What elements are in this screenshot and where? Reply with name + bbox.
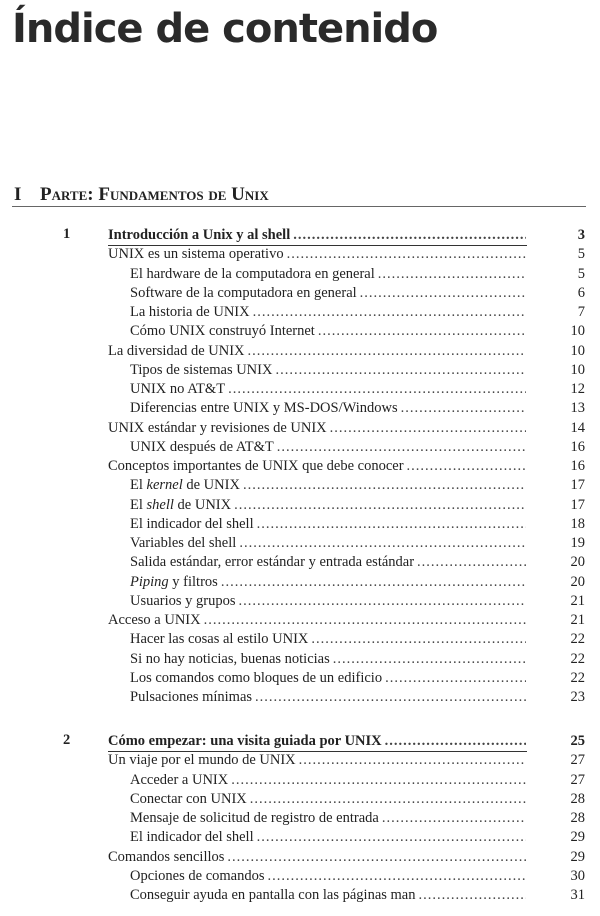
entry-text: Mensaje de solicitud de registro de entrada [130,810,379,826]
entry-text: Un viaje por el mundo de UNIX [108,752,296,769]
toc-entry [130,669,585,688]
entry-text: UNIX después de AT&T [130,438,274,455]
dot-leader [330,419,526,438]
entry-title [130,361,272,380]
entry-text: Los comandos como bloques de un edificio [130,669,383,686]
entry-title [108,751,296,770]
dot-leader [255,688,526,707]
entry-text: Hacer las cosas al estilo UNIX [130,631,309,648]
entry-text: Conseguir ayuda en pantalla con las páginas man [130,887,416,903]
toc-entry [130,476,585,495]
page-number: 6 [577,284,585,301]
toc-entry [130,650,585,669]
page-number: 14 [570,419,585,436]
entry-title [130,688,252,707]
page-number: 21 [570,592,585,609]
part-divider [12,206,586,207]
dot-leader [385,732,526,751]
dot-leader [360,284,526,303]
entry-title [130,322,315,341]
dot-leader [417,553,526,572]
page-number: 27 [570,752,585,769]
entry-text: Si no hay noticias, buenas noticias [130,650,330,667]
page-number: 21 [570,612,585,628]
entry-title [130,438,274,457]
dot-leader [243,476,526,495]
page-number: 20 [570,573,585,590]
dot-leader [257,515,526,534]
page-number: 22 [570,669,585,686]
toc-entry [130,284,585,303]
toc-entry [130,790,585,809]
page-number: 20 [570,554,585,571]
entry-title [130,669,382,688]
entry-text: Usuarios y grupos [130,592,236,609]
chapter-title: Introducción a Unix y al shell [108,227,291,243]
entry-text: Variables del shell [130,535,237,551]
page-number: 10 [570,361,585,378]
entry-title [130,265,375,284]
entry-title [108,342,245,361]
dot-leader [318,322,526,341]
toc-entry [108,419,585,438]
part-heading [14,184,269,206]
toc-entry [108,457,585,476]
toc-entry [108,611,585,630]
toc-entry [130,573,585,592]
entry-title [130,284,357,303]
page-title: Índice de contenido [12,6,438,52]
entry-title [130,630,308,649]
entry-text: Software de la computadora en general [130,284,357,301]
dot-leader [234,496,526,515]
dot-leader [231,771,526,790]
entry-text: UNIX estándar y revisiones de UNIX [108,419,327,436]
toc-entry [130,496,585,515]
dot-leader [268,867,527,886]
page-number: 10 [570,342,585,359]
page-number: 22 [570,631,585,648]
part-label: Parte: Fundamentos de Unix [40,184,269,205]
entry-title [130,534,236,553]
entry-text: El [130,496,147,513]
toc-entry [130,867,585,886]
toc-entry [108,848,585,867]
entry-title [130,771,228,790]
toc-entry [130,438,585,457]
entry-title [108,457,404,476]
dot-leader [221,573,526,592]
chapter-title-row [108,226,585,245]
toc-entry [130,828,585,847]
dot-leader [407,457,526,476]
entry-text: Pulsaciones mínimas [130,689,253,705]
entry-title [108,419,327,438]
entry-text-after: de UNIX [173,496,232,513]
page-number: 7 [577,304,585,320]
toc-entry [130,399,585,418]
toc-entry [108,751,585,770]
page-number: 10 [570,323,585,340]
entry-text: Opciones de comandos [130,867,265,884]
chapter-number: 2 [63,732,71,748]
dot-leader [277,438,526,457]
dot-leader [401,399,526,418]
page-number: 12 [570,381,585,397]
entry-title [130,553,414,572]
toc-entry [130,809,585,828]
toc-entry [108,342,585,361]
chapter-number: 1 [63,226,71,242]
dot-leader [239,534,526,553]
dot-leader [378,265,526,284]
entry-title [108,848,224,867]
dot-leader [239,592,526,611]
dot-leader [227,848,526,867]
entry-title [130,399,398,418]
entry-title [130,476,240,495]
dot-leader [228,380,526,399]
page-number: 16 [570,458,585,474]
entry-title [130,867,265,886]
chapter-title-row [108,732,585,751]
entry-text: El indicador del shell [130,515,254,532]
dot-leader [299,751,526,770]
entry-text: Acceder a UNIX [130,771,229,788]
entry-text: El indicador del shell [130,829,254,846]
part-number: I [14,184,22,205]
toc-entry [130,322,585,341]
entry-text: El [130,477,147,494]
entry-title [130,650,330,669]
chapter-title: Cómo empezar: una visita guiada por UNIX [108,733,382,749]
page-number: 23 [570,689,585,705]
entry-text: La diversidad de UNIX [108,342,245,359]
dot-leader [253,303,526,322]
page-number: 28 [570,810,585,826]
toc-entry [130,303,585,322]
entry-title [130,303,250,322]
entry-italic: shell [146,496,174,513]
page-number: 18 [570,515,585,532]
entry-text: Acceso a UNIX [108,612,201,628]
dot-leader [275,361,526,380]
entry-title [130,496,231,515]
entry-text: Conceptos importantes de UNIX que debe conocer [108,458,404,474]
toc-entry [130,553,585,572]
entry-text: La historia de UNIX [130,304,250,320]
toc-entry [130,265,585,284]
entry-title [130,515,254,534]
entry-title [130,573,218,592]
entry-title [130,380,225,399]
dot-leader [248,342,527,361]
entry-text-after: y filtros [168,573,218,590]
dot-leader [333,650,526,669]
page-number: 17 [570,477,585,494]
entry-title [130,809,379,828]
entry-text: El hardware de la computadora en general [130,265,375,282]
page-number: 29 [570,829,585,846]
toc-entry [108,245,585,264]
dot-leader [204,611,526,630]
entry-text: Cómo UNIX construyó Internet [130,323,315,340]
entry-text-after: de UNIX [182,477,240,494]
entry-title [130,592,236,611]
page-number: 31 [570,887,585,903]
entry-italic: Piping [130,573,169,590]
entry-text: Comandos sencillos [108,848,225,865]
dot-leader [250,790,526,809]
toc-entry [130,515,585,534]
entry-text: Conectar con UNIX [130,790,247,807]
page-number: 28 [570,790,585,807]
dot-leader [293,226,526,245]
dot-leader [311,630,526,649]
page-number: 29 [570,848,585,865]
page-number: 27 [570,771,585,788]
entry-text: Tipos de sistemas UNIX [130,361,273,378]
dot-leader [382,809,526,828]
entry-text: Salida estándar, error estándar y entrada estándar [130,554,415,571]
dot-leader [257,828,526,847]
entry-text: UNIX es un sistema operativo [108,246,284,263]
page-number: 5 [577,246,585,263]
entry-title [108,245,284,264]
entry-title [130,886,415,905]
entry-title [108,611,201,630]
page-number: 3 [577,227,585,243]
entry-text: UNIX no AT&T [130,381,226,397]
toc-entry [130,630,585,649]
entry-title [130,828,254,847]
toc-entry [130,534,585,553]
page-number: 5 [577,265,585,282]
toc-entry [130,886,585,905]
dot-leader [418,886,526,905]
page-number: 19 [570,535,585,551]
toc-entry [130,380,585,399]
entry-title [130,790,247,809]
toc-entry [130,688,585,707]
page-number: 16 [570,438,585,455]
page-number: 17 [570,496,585,513]
page-number: 25 [570,733,585,749]
dot-leader [385,669,526,688]
entry-text: Diferencias entre UNIX y MS-DOS/Windows [130,400,398,417]
page-number: 22 [570,650,585,667]
toc-entry [130,592,585,611]
dot-leader [287,245,526,264]
toc-entry [130,361,585,380]
page-number: 13 [570,400,585,417]
toc-entry [130,771,585,790]
page-number: 30 [570,867,585,884]
entry-italic: kernel [146,477,183,494]
